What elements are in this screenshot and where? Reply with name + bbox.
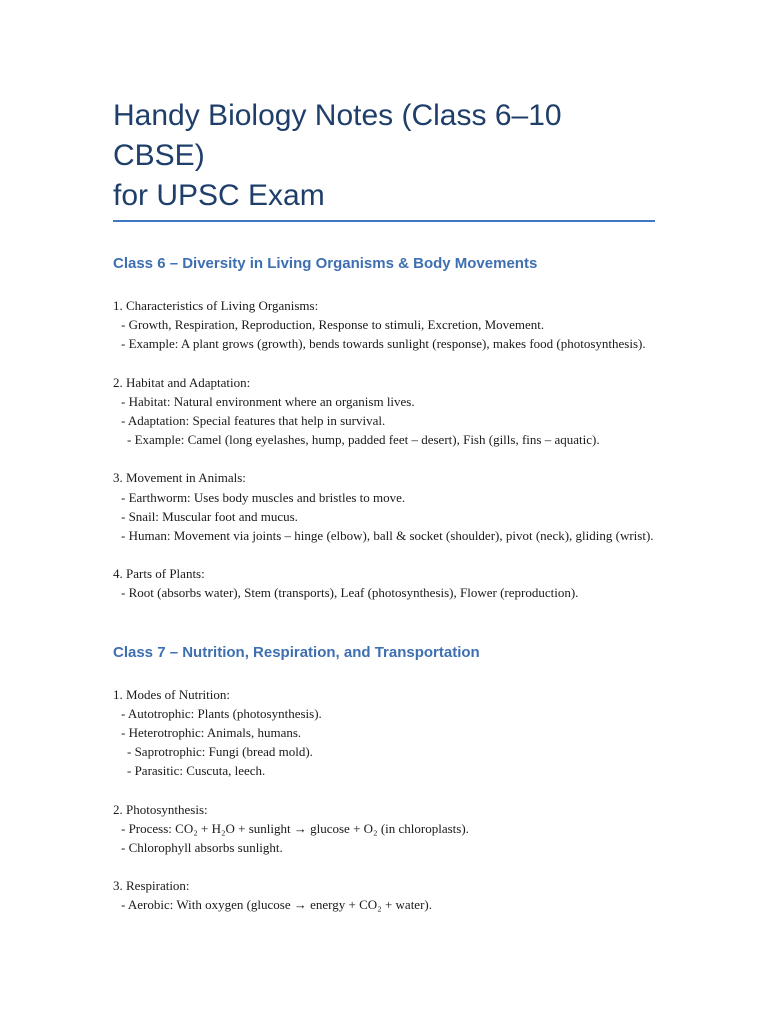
item-line: - Autotrophic: Plants (photosynthesis).	[121, 705, 322, 721]
list-item	[113, 685, 658, 781]
list-item	[113, 800, 658, 858]
title-line-2: for UPSC Exam	[113, 179, 325, 212]
item-line: - Human: Movement via joints – hinge (elbow), ball & socket (shoulder), pivot (neck), gliding (wrist).	[121, 528, 654, 544]
item-line: - Adaptation: Special features that help in survival.	[121, 413, 386, 429]
title-line-1: Handy Biology Notes (Class 6–10 CBSE)	[113, 99, 562, 172]
item-title: 2. Habitat and Adaptation:	[113, 374, 251, 390]
item-title: 4. Parts of Plants:	[113, 566, 205, 582]
section-body-class-7	[113, 685, 658, 915]
item-title: 3. Respiration:	[113, 878, 190, 894]
list-item	[113, 468, 658, 545]
document-page	[113, 96, 658, 915]
item-title: 3. Movement in Animals:	[113, 470, 246, 486]
list-item	[113, 876, 658, 914]
title-divider	[113, 220, 655, 222]
item-line: - Earthworm: Uses body muscles and bristles to move.	[121, 489, 406, 505]
item-line: - Chlorophyll absorbs sunlight.	[121, 840, 283, 856]
item-title: 1. Characteristics of Living Organisms:	[113, 298, 319, 313]
item-line: - Process: CO₂ + H₂O + sunlight → glucose + O₂ (in chloroplasts).	[121, 820, 469, 836]
item-line: - Snail: Muscular foot and mucus.	[121, 508, 298, 524]
item-line: - Aerobic: With oxygen (glucose → energy + CO₂ + water).	[121, 897, 432, 913]
item-line: - Heterotrophic: Animals, humans.	[121, 725, 302, 741]
item-line: - Root (absorbs water), Stem (transports), Leaf (photosynthesis), Flower (reproduction).	[121, 585, 579, 601]
item-line: - Example: A plant grows (growth), bends towards sunlight (response), makes food (photosynthesis).	[121, 336, 646, 352]
document-title	[113, 96, 658, 216]
item-title: 1. Modes of Nutrition:	[113, 686, 230, 702]
item-line: - Saprotrophic: Fungi (bread mold).	[127, 744, 313, 760]
item-line: - Growth, Respiration, Reproduction, Response to stimuli, Excretion, Movement.	[121, 317, 545, 333]
item-line: - Parasitic: Cuscuta, leech.	[127, 763, 266, 779]
item-title: 2. Photosynthesis:	[113, 801, 208, 817]
section-body-class-6	[113, 296, 658, 603]
item-line: - Habitat: Natural environment where an organism lives.	[121, 393, 415, 409]
list-item	[113, 296, 658, 354]
list-item	[113, 564, 658, 602]
list-item	[113, 373, 658, 450]
item-line: - Example: Camel (long eyelashes, hump, padded feet – desert), Fish (gills, fins – aquatic).	[127, 432, 600, 448]
section-heading-class-6: Class 6 – Diversity in Living Organisms & Body Movements	[113, 255, 538, 272]
section-heading-class-7: Class 7 – Nutrition, Respiration, and Transportation	[113, 643, 480, 661]
